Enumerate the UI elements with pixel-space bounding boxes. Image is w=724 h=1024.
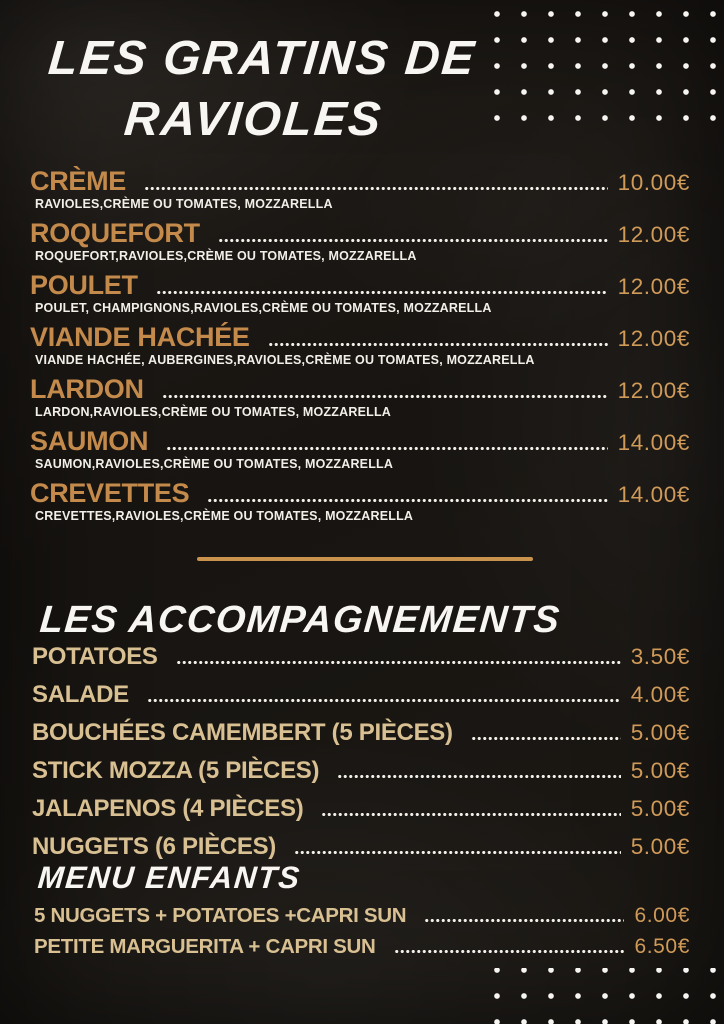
dotted-leader [294,851,621,854]
menu-item-crevettes [30,478,690,530]
item-price: 12.00€ [617,378,690,403]
dotted-leader [166,447,607,450]
menu-item-line [30,478,690,508]
menu-item-line [30,322,690,352]
section-heading-accompagnements: LES ACCOMPAGNEMENTS [38,599,563,641]
item-description: CREVETTES,RAVIOLES,CRÈME OU TOMATES, MOZZARELLA [35,509,414,523]
item-description: ROQUEFORT,RAVIOLES,CRÈME OU TOMATES, MOZZARELLA [35,249,417,263]
menu-item-enfant-marguerita [34,934,690,960]
item-price: 14.00€ [617,430,690,455]
menu-item-lardon [30,374,690,426]
item-price: 4.00€ [630,682,690,707]
title-line-1: LES GRATINS DE [46,32,479,85]
item-price: 6.00€ [634,904,690,927]
item-name: 5 NUGGETS + POTATOES +CAPRI SUN [34,904,407,927]
item-name: VIANDE HACHÉE [30,322,250,352]
item-price: 3.50€ [630,644,690,669]
item-name: SAUMON [30,426,149,456]
page-title [41,28,479,150]
item-price: 5.00€ [630,720,690,745]
item-price: 5.00€ [630,796,690,821]
dotted-leader [337,775,620,778]
dotted-leader [321,813,620,816]
item-name: POULET [30,270,138,300]
menu-item-nuggets [32,834,690,860]
menu-item-jalapenos [32,796,690,822]
dotted-leader [147,699,621,702]
item-price: 5.00€ [630,758,690,783]
item-name: JALAPENOS (4 PIÈCES) [32,795,304,822]
section-divider [197,557,533,561]
dotted-leader [218,239,608,242]
menu-item-creme [30,166,690,218]
menu-item-enfant-nuggets [34,903,690,929]
item-description: POULET, CHAMPIGNONS,RAVIOLES,CRÈME OU TOMATES, MOZZARELLA [35,301,492,315]
menu-item-potatoes [32,644,690,670]
item-price: 10.00€ [617,170,690,195]
item-name: STICK MOZZA (5 PIÈCES) [32,757,320,784]
item-price: 5.00€ [630,834,690,859]
item-description: RAVIOLES,CRÈME OU TOMATES, MOZZARELLA [35,197,333,211]
section-gratins [30,166,690,530]
dotted-leader [162,395,608,398]
dotted-leader [394,950,625,953]
section-menu-enfants [34,903,690,965]
menu-item-stick-mozza [32,758,690,784]
item-name: CRÈME [30,166,127,196]
dotted-leader [471,737,621,740]
dotted-leader [207,499,607,502]
menu-item-bouchees-camembert [32,720,690,746]
dot-grid-top-right-icon [484,1,724,131]
item-description: LARDON,RAVIOLES,CRÈME OU TOMATES, MOZZARELLA [35,405,392,419]
menu-item-line [30,270,690,300]
item-price: 6.50€ [634,935,690,958]
item-name: ROQUEFORT [30,218,200,248]
item-name: POTATOES [32,643,158,670]
item-name: SALADE [32,681,129,708]
menu-item-viande-hachee [30,322,690,374]
dot-grid-bottom-right-icon [484,968,724,1024]
menu-item-salade [32,682,690,708]
menu-item-line [30,218,690,248]
dotted-leader [268,343,608,346]
menu-item-line [30,426,690,456]
dotted-leader [176,661,621,664]
title-line-2: RAVIOLES [122,93,385,146]
menu-item-line [30,374,690,404]
section-accompagnements [32,644,690,872]
item-description: SAUMON,RAVIOLES,CRÈME OU TOMATES, MOZZARELLA [35,457,394,471]
item-price: 12.00€ [617,326,690,351]
item-name: LARDON [30,374,144,404]
menu-item-line [30,166,690,196]
dotted-leader [144,187,608,190]
dotted-leader [156,291,608,294]
item-description: VIANDE HACHÉE, AUBERGINES,RAVIOLES,CRÈME OU TOMATES, MOZZARELLA [35,353,535,367]
item-price: 12.00€ [617,222,690,247]
item-name: NUGGETS (6 PIÈCES) [32,833,276,860]
item-price: 12.00€ [617,274,690,299]
dotted-leader [424,919,624,922]
menu-item-roquefort [30,218,690,270]
item-price: 14.00€ [617,482,690,507]
menu-item-poulet [30,270,690,322]
item-name: CREVETTES [30,478,190,508]
section-heading-menu-enfants: MENU ENFANTS [36,860,303,895]
menu-item-saumon [30,426,690,478]
item-name: PETITE MARGUERITA + CAPRI SUN [34,935,376,958]
item-name: BOUCHÉES CAMEMBERT (5 PIÈCES) [32,719,453,746]
